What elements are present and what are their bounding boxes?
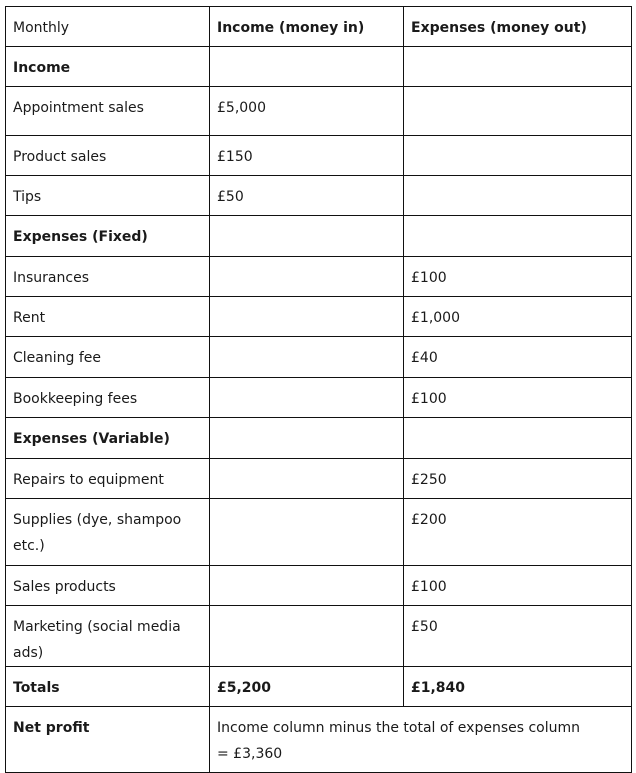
table-row	[6, 606, 632, 667]
expense-cell: £1,000	[404, 297, 632, 337]
total-expenses: £1,840	[404, 667, 632, 707]
expense-cell: £250	[404, 459, 632, 499]
row-label: Sales products	[6, 566, 210, 606]
row-label: Supplies (dye, shampoo etc.)	[6, 499, 210, 566]
expense-cell: £100	[404, 257, 632, 297]
total-income: £5,200	[210, 667, 404, 707]
row-label: Repairs to equipment	[6, 459, 210, 499]
table-row	[6, 499, 632, 566]
header-income: Income (money in)	[210, 7, 404, 47]
expense-cell: £40	[404, 337, 632, 378]
row-label: Income	[6, 47, 210, 87]
row-label: Expenses (Fixed)	[6, 216, 210, 257]
expense-cell: £100	[404, 378, 632, 418]
expense-cell	[404, 47, 632, 87]
table-row	[6, 459, 632, 499]
row-label: Tips	[6, 176, 210, 216]
table-row	[6, 176, 632, 216]
expense-cell	[404, 176, 632, 216]
expense-cell	[404, 418, 632, 459]
expense-cell	[404, 87, 632, 136]
row-label: Insurances	[6, 257, 210, 297]
section-row-variable-expenses	[6, 418, 632, 459]
income-cell	[210, 337, 404, 378]
row-label: Marketing (social media ads)	[6, 606, 210, 667]
row-label: Expenses (Variable)	[6, 418, 210, 459]
header-row	[6, 7, 632, 47]
income-cell	[210, 297, 404, 337]
row-label: Product sales	[6, 136, 210, 176]
section-row-income	[6, 47, 632, 87]
table-row	[6, 378, 632, 418]
income-cell: £150	[210, 136, 404, 176]
net-profit-text: Income column minus the total of expenses column = £3,360	[210, 707, 632, 773]
income-cell	[210, 378, 404, 418]
table-row	[6, 337, 632, 378]
income-cell: £50	[210, 176, 404, 216]
table-row	[6, 257, 632, 297]
row-label: Bookkeeping fees	[6, 378, 210, 418]
expense-cell: £200	[404, 499, 632, 566]
table-row	[6, 297, 632, 337]
net-profit-label: Net profit	[6, 707, 210, 773]
table-row	[6, 136, 632, 176]
expense-cell: £50	[404, 606, 632, 667]
income-cell	[210, 566, 404, 606]
income-cell	[210, 257, 404, 297]
table-row	[6, 87, 632, 136]
totals-row	[6, 667, 632, 707]
section-row-fixed-expenses	[6, 216, 632, 257]
totals-label: Totals	[6, 667, 210, 707]
income-cell: £5,000	[210, 87, 404, 136]
income-cell	[210, 606, 404, 667]
expense-cell: £100	[404, 566, 632, 606]
table-row	[6, 566, 632, 606]
header-expenses: Expenses (money out)	[404, 7, 632, 47]
row-label: Appointment sales	[6, 87, 210, 136]
expense-cell	[404, 216, 632, 257]
expense-cell	[404, 136, 632, 176]
row-label: Cleaning fee	[6, 337, 210, 378]
budget-table	[5, 6, 632, 773]
header-monthly: Monthly	[6, 7, 210, 47]
income-cell	[210, 47, 404, 87]
income-cell	[210, 499, 404, 566]
row-label: Rent	[6, 297, 210, 337]
income-cell	[210, 418, 404, 459]
income-cell	[210, 216, 404, 257]
income-cell	[210, 459, 404, 499]
